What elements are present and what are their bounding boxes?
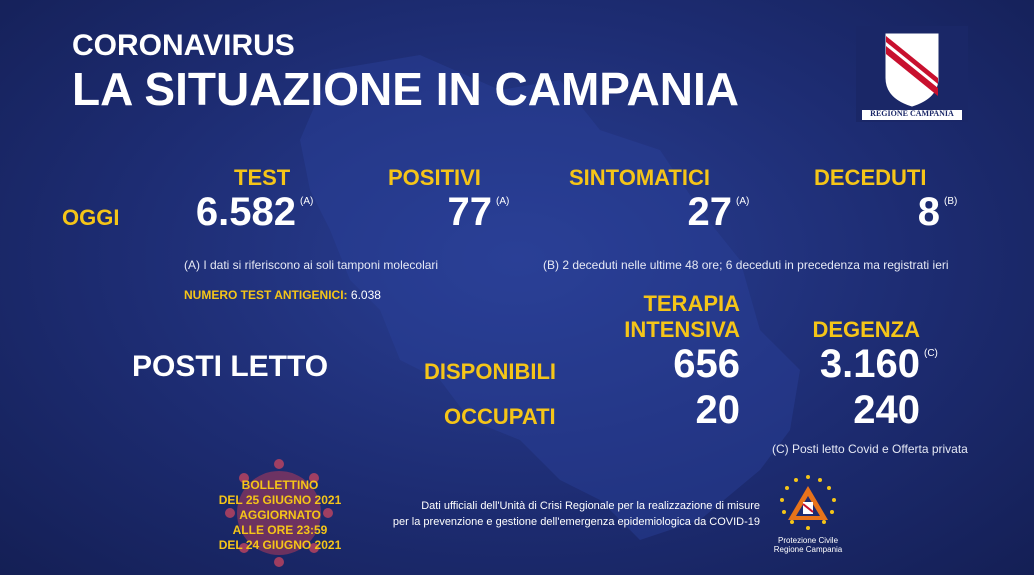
ti-available-value: 656	[673, 342, 740, 386]
bulletin-line3: AGGIORNATO	[239, 508, 321, 522]
deceduti-value: 8	[917, 190, 940, 234]
degenza-header: DEGENZA	[812, 317, 920, 342]
antigen-tests	[184, 288, 381, 302]
pc-line1: Protezione Civile	[777, 536, 839, 545]
footer-text	[380, 498, 760, 530]
positivi-value: 77	[447, 190, 492, 234]
pc-line2: Regione Campania	[773, 545, 843, 554]
degenza-available-value: 3.160	[819, 342, 920, 386]
occupati-label: OCCUPATI	[444, 404, 556, 429]
ti-header-line1: TERAPIA	[643, 291, 740, 316]
bulletin-line5: DEL 24 GIUGNO 2021	[218, 538, 342, 552]
regione-campania-logo	[856, 26, 968, 122]
bulletin-line4: ALLE ORE 23:59	[232, 523, 328, 537]
sintomatici-label: SINTOMATICI	[569, 165, 710, 190]
degenza-available-note: (C)	[924, 348, 938, 359]
page-title: LA SITUAZIONE IN CAMPANIA	[72, 63, 739, 115]
bulletin-line2: DEL 25 GIUGNO 2021	[218, 493, 342, 507]
positivi-note: (A)	[496, 196, 510, 207]
note-c: (C) Posti letto Covid e Offerta privata	[772, 442, 968, 456]
protezione-civile-logo-icon	[776, 474, 840, 534]
footer-line1: Dati ufficiali dell'Unità di Crisi Regionale per la realizzazione di misure	[421, 500, 760, 512]
ti-occupied-value: 20	[695, 388, 740, 432]
sintomatici-note: (A)	[736, 196, 750, 207]
antigen-label: NUMERO TEST ANTIGENICI:	[184, 288, 348, 302]
deceduti-label: DECEDUTI	[814, 165, 927, 190]
ti-header-line2: INTENSIVA	[624, 317, 740, 342]
degenza-occupied-value: 240	[853, 388, 920, 432]
bulletin-box	[200, 478, 360, 553]
pc-caption	[752, 536, 864, 554]
sintomatici-value: 27	[687, 190, 732, 234]
antigen-value: 6.038	[350, 288, 381, 302]
deceduti-note: (B)	[944, 196, 958, 207]
note-a: (A) I dati si riferiscono ai soli tamponi molecolari	[184, 258, 439, 272]
test-value: 6.582	[195, 190, 296, 234]
test-label: TEST	[234, 165, 291, 190]
disponibili-label: DISPONIBILI	[424, 359, 557, 384]
positivi-label: POSITIVI	[388, 165, 481, 190]
footer-line2: per la prevenzione e gestione dell'emergenza epidemiologica da COVID-19	[392, 516, 760, 528]
note-b: (B) 2 deceduti nelle ultime 48 ore; 6 deceduti in precedenza ma registrati ieri	[543, 258, 949, 272]
test-note: (A)	[300, 196, 314, 207]
oggi-label: OGGI	[62, 205, 120, 230]
header-kicker: CORONAVIRUS	[72, 29, 295, 62]
logo-text: REGIONE CAMPANIA	[870, 109, 954, 118]
coat-of-arms-icon	[856, 26, 968, 122]
posti-letto-title: POSTI LETTO	[132, 350, 329, 383]
bulletin-line1: BOLLETTINO	[241, 478, 319, 492]
